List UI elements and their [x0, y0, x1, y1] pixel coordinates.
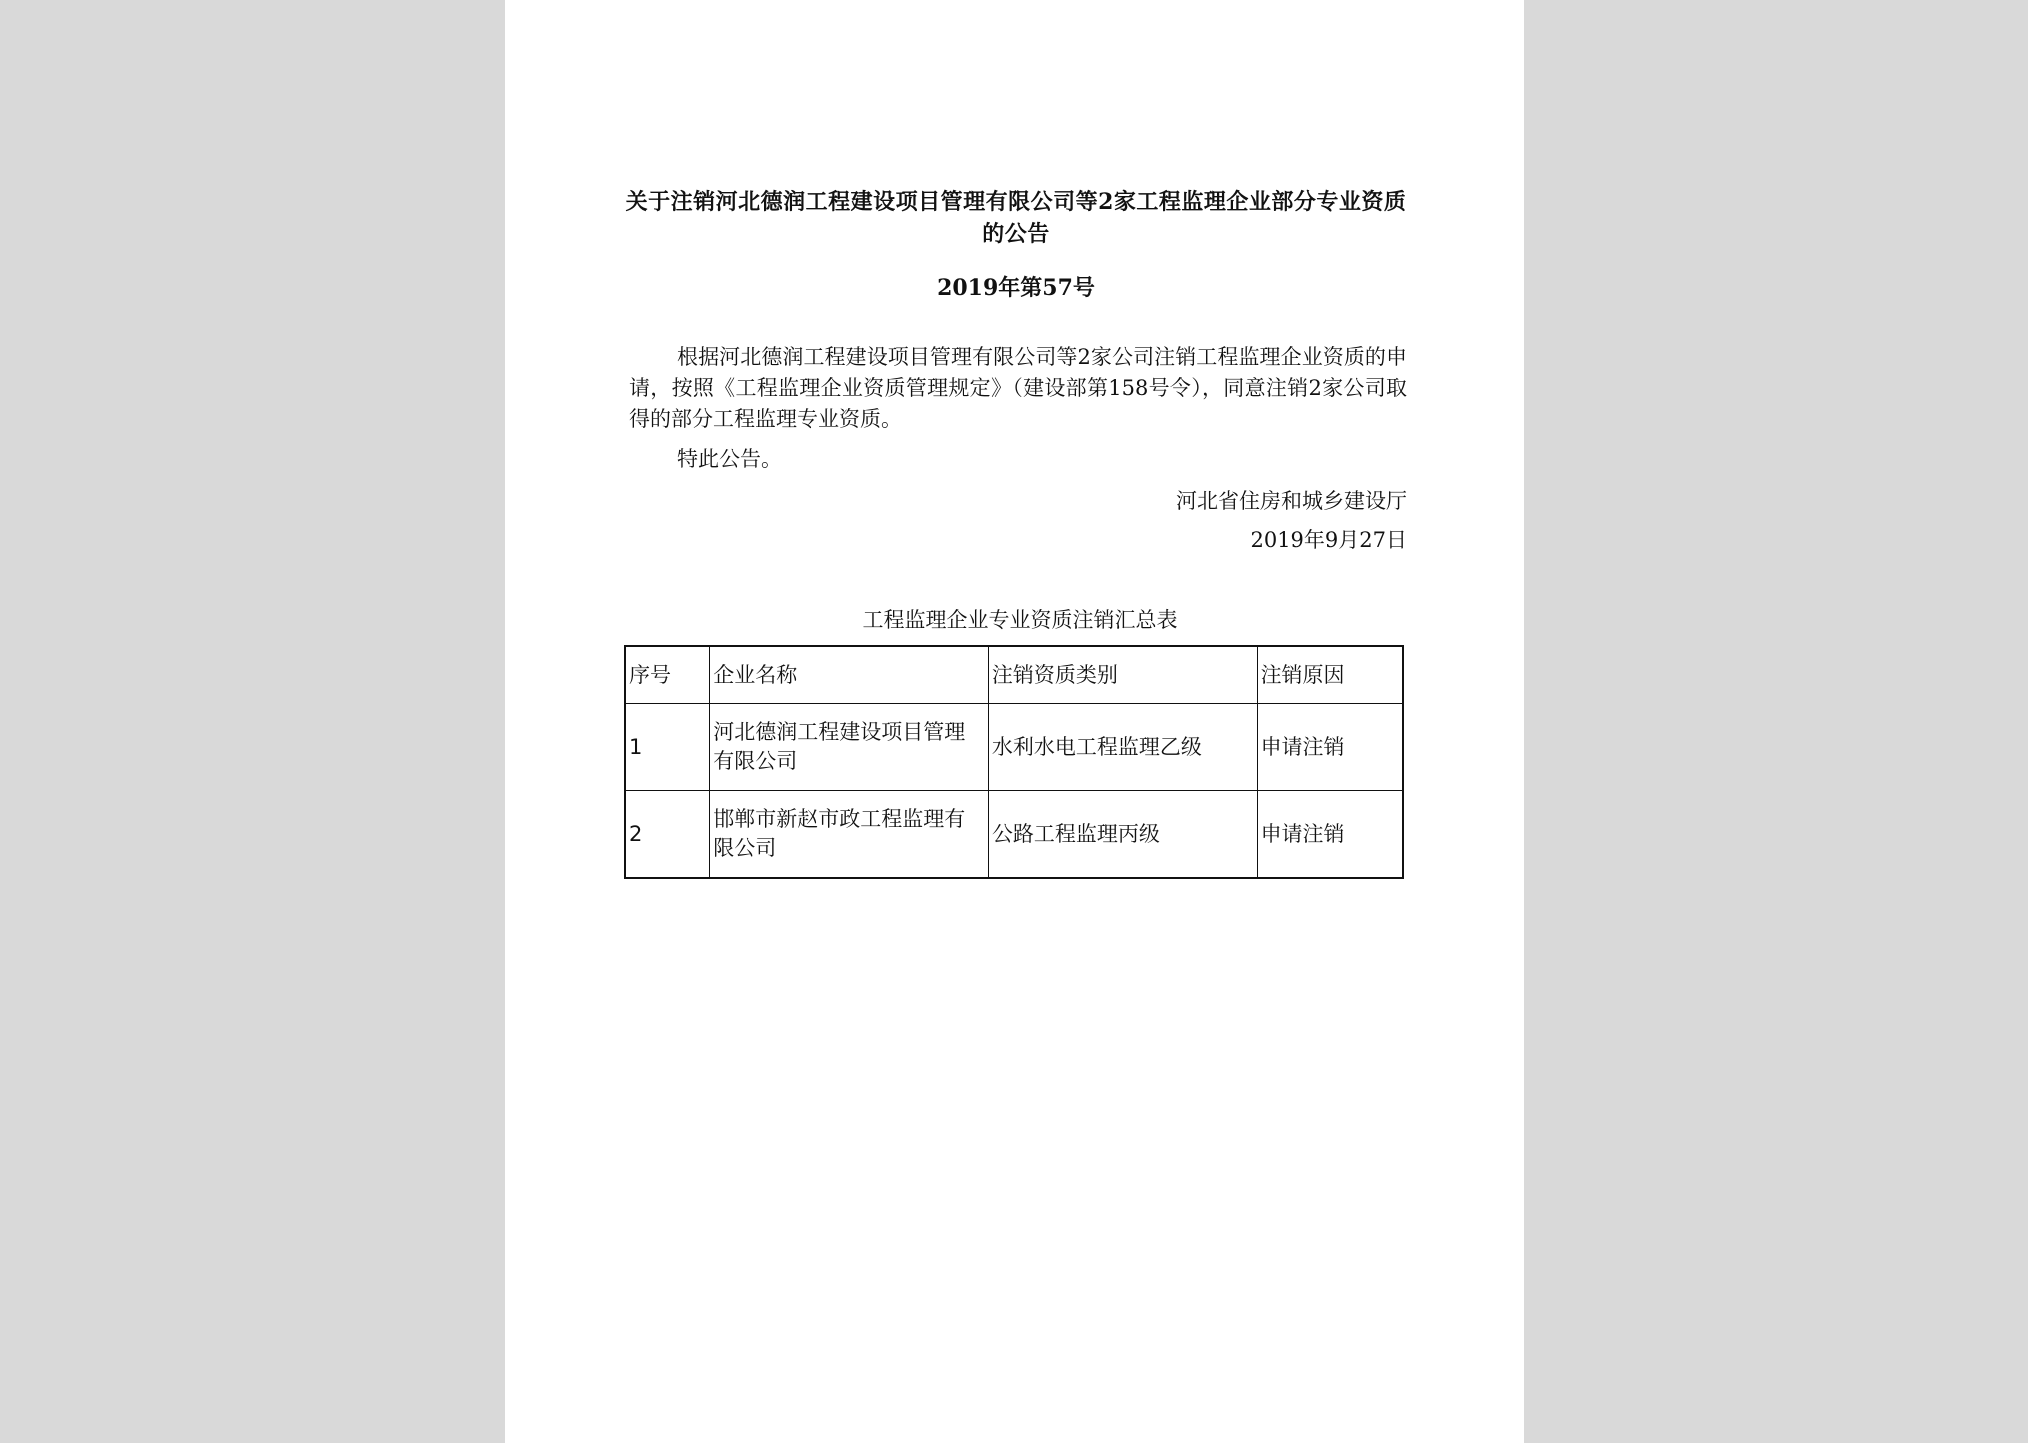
table-row: [625, 704, 1403, 791]
issuing-authority: 河北省住房和城乡建设厅: [1176, 489, 1407, 513]
cell-company-name: 邯郸市新赵市政工程监理有限公司: [710, 791, 989, 879]
cell-serial-no: 2: [625, 791, 710, 879]
issue-date: 2019年9月27日: [1250, 528, 1407, 552]
table-row: [625, 791, 1403, 879]
cell-company-name: 河北德润工程建设项目管理有限公司: [710, 704, 989, 791]
header-qualification-type: 注销资质类别: [988, 646, 1257, 704]
document-page: [505, 0, 1524, 1443]
table-header-row: [625, 646, 1403, 704]
cell-serial-no: 1: [625, 704, 710, 791]
body-paragraph: 根据河北德润工程建设项目管理有限公司等2家公司注销工程监理企业资质的申请，按照《工程监理企业资质管理规定》（建设部第158号令），同意注销2家公司取得的部分工程监理专业资质。: [629, 345, 1407, 431]
header-cancellation-reason: 注销原因: [1257, 646, 1403, 704]
closing-text: 特此公告。: [677, 447, 782, 471]
header-company-name: 企业名称: [710, 646, 989, 704]
cell-cancellation-reason: 申请注销: [1257, 791, 1403, 879]
header-serial-no: 序号: [625, 646, 710, 704]
table-caption: 工程监理企业专业资质注销汇总表: [862, 608, 1178, 632]
announcement-title: 关于注销河北德润工程建设项目管理有限公司等2家工程监理企业部分专业资质的公告: [625, 189, 1407, 247]
cell-qualification-type: 公路工程监理丙级: [988, 791, 1257, 879]
cell-cancellation-reason: 申请注销: [1257, 704, 1403, 791]
cancellation-summary-table: [624, 645, 1404, 879]
cell-qualification-type: 水利水电工程监理乙级: [988, 704, 1257, 791]
document-number: 2019年第57号: [937, 275, 1095, 301]
